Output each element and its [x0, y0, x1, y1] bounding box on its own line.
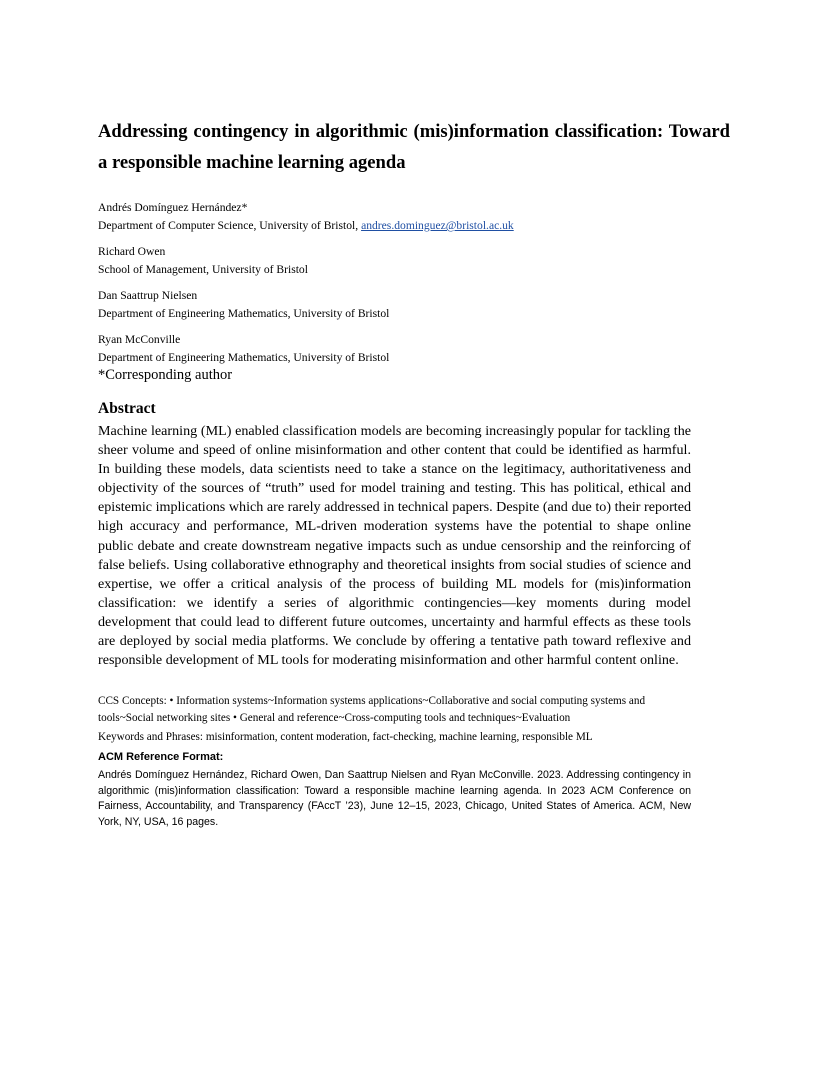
author-name: Dan Saattrup Nielsen [98, 289, 198, 302]
author-name: Ryan McConville [98, 333, 181, 346]
author-block [98, 199, 730, 235]
author-affiliation: Department of Engineering Mathematics, University of Bristol [98, 307, 390, 320]
author-affiliation: Department of Engineering Mathematics, University of Bristol [98, 351, 390, 364]
author-block [98, 287, 730, 323]
acm-reference-text: Andrés Domínguez Hernández, Richard Owen, Dan Saattrup Nielsen and Ryan McConville. 2023. Addressing contingency in algorithmic (mis)information classification: Toward a responsible machine learning agenda. In 2023 ACM Conference on Fairness, Accountability, and Transparency (FAccT ’23), June 12–15, 2023, Chicago, United States of America. ACM, New York, NY, USA, 16 pages. [98, 769, 691, 828]
abstract-body: Machine learning (ML) enabled classification models are becoming increasingly popular for tackling the sheer volume and speed of online misinformation and other content that could be identified as harmful. In building these models, data scientists need to take a stance on the legitimacy, authoritativeness and objectivity of the sources of “truth” used for model training and testing. This has political, ethical and epistemic implications which are rarely addressed in technical papers. Despite (and due to) their reported high accuracy and performance, ML-driven moderation systems have the potential to shape online public debate and create downstream negative impacts such as undue censorship and the reinforcing of false beliefs. Using collaborative ethnography and theoretical insights from social studies of science and expertise, we offer a critical analysis of the process of building ML models for (mis)information classification: we identify a series of algorithmic contingencies—key moments during model development that could lead to different future outcomes, uncertainty and harmful effects as these tools are deployed by social media platforms. We conclude by offering a tentative path toward reflexive and responsible development of ML tools for moderating misinformation and other harmful content online. [98, 423, 691, 669]
author-block [98, 331, 730, 367]
author-affiliation [98, 217, 730, 235]
author-affiliation: School of Management, University of Bristol [98, 263, 308, 276]
acm-reference-heading: ACM Reference Format: [98, 751, 224, 763]
paper-title: Addressing contingency in algorithmic (mis)information classification: Toward a responsible machine learning agenda [98, 121, 730, 173]
ccs-concepts: CCS Concepts: • Information systems~Information systems applications~Collaborative and social computing systems and tools~Social networking sites • General and reference~Cross-computing tools and techniques~Evaluation [98, 695, 646, 724]
keywords: Keywords and Phrases: misinformation, content moderation, fact-checking, machine learning, responsible ML [98, 731, 593, 743]
affiliation-text: Department of Computer Science, University of Bristol, [98, 219, 362, 232]
author-block [98, 243, 730, 279]
author-name: Richard Owen [98, 245, 166, 258]
author-name: Andrés Domínguez Hernández* [98, 201, 248, 214]
author-list [98, 199, 730, 375]
abstract-heading: Abstract [98, 400, 156, 417]
corresponding-author-note: *Corresponding author [98, 367, 233, 383]
author-email-link[interactable]: andres.dominguez@bristol.ac.uk [361, 219, 514, 232]
